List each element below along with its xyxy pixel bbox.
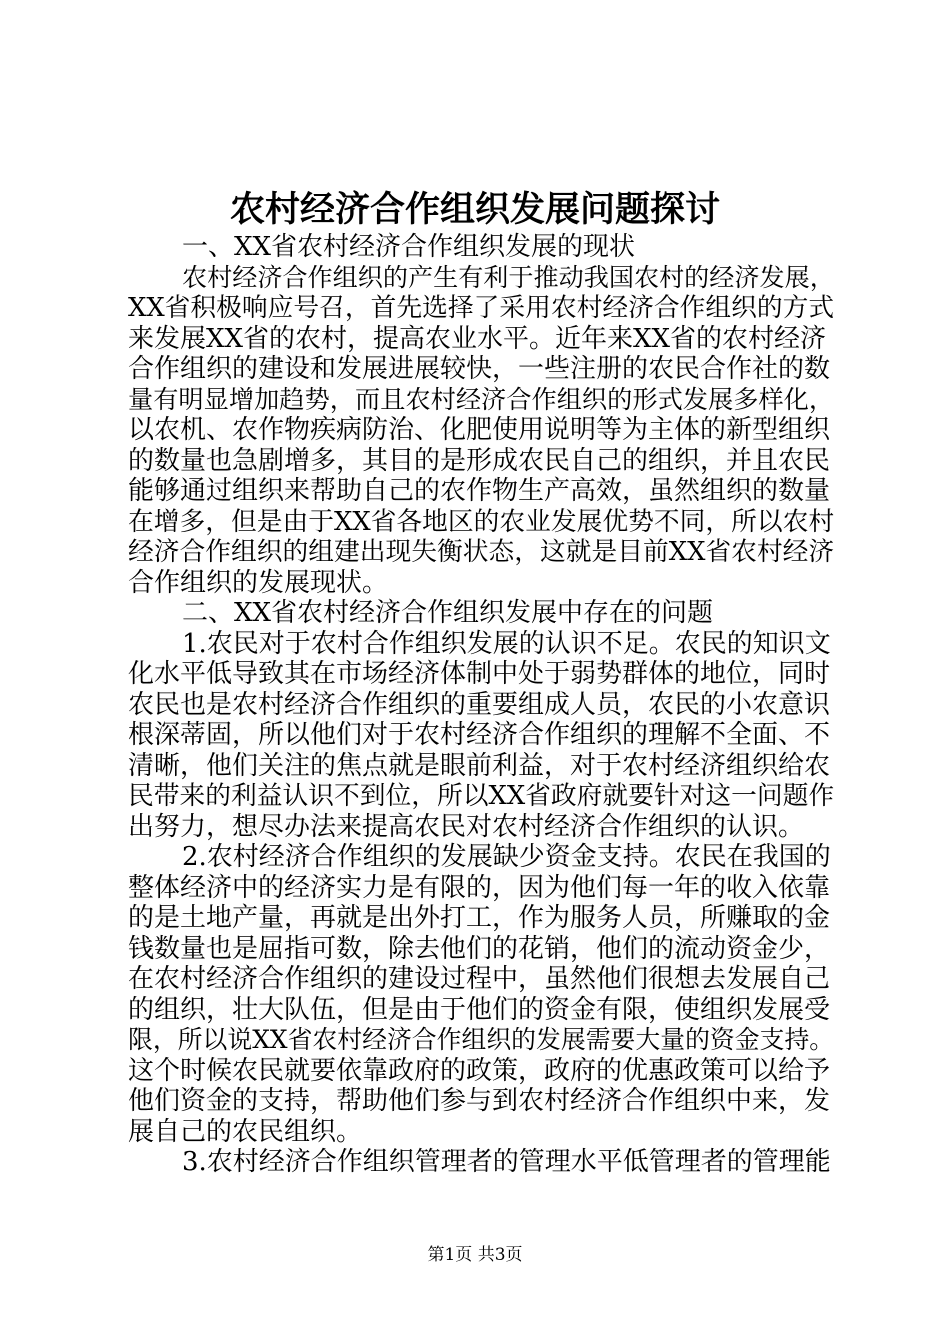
- text-line: 1.农民对于农村合作组织发展的认识不足。农民的知识文: [182, 628, 831, 659]
- text-line: 化水平低导致其在市场经济体制中处于弱势群体的地位，同时: [128, 659, 831, 689]
- text-line: 的是土地产量，再就是出外打工，作为服务人员，所赚取的金: [128, 903, 831, 933]
- text-line: 2.农村经济合作组织的发展缺少资金支持。农民在我国的: [182, 842, 831, 872]
- text-line: 钱数量也是屈指可数，除去他们的花销，他们的流动资金少，: [128, 933, 831, 964]
- section-heading: 一、XX省农村经济合作组织发展的现状: [182, 232, 636, 262]
- text-line: 民带来的利益认识不到位，所以XX省政府就要针对这一问题作: [128, 781, 835, 811]
- text-line: 根深蒂固，所以他们对于农村经济合作组织的理解不全面、不: [128, 720, 831, 750]
- text-line: 量有明显增加趋势，而且农村经济合作组织的形式发展多样化，: [128, 384, 835, 414]
- text-line: 限，所以说XX省农村经济合作组织的发展需要大量的资金支持。: [128, 1025, 835, 1054]
- text-line: 出努力，想尽办法来提高农民对农村经济合作组织的认识。: [128, 811, 805, 842]
- text-line: 农村经济合作组织的产生有利于推动我国农村的经济发展，: [182, 262, 835, 292]
- text-line: XX省积极响应号召，首先选择了采用农村经济合作组织的方式: [128, 293, 835, 323]
- text-line: 他们资金的支持，帮助他们参与到农村经济合作组织中来，发: [128, 1086, 831, 1116]
- text-line: 能够通过组织来帮助自己的农作物生产高效，虽然组织的数量: [128, 476, 831, 506]
- text-line: 整体经济中的经济实力是有限的，因为他们每一年的收入依靠: [128, 872, 831, 903]
- document-title: 农村经济合作组织发展问题探讨: [229, 189, 720, 230]
- text-line: 在增多，但是由于XX省各地区的农业发展优势不同，所以农村: [128, 506, 835, 537]
- text-line: 展自己的农民组织。: [128, 1116, 363, 1147]
- text-line: 经济合作组织的组建出现失衡状态，这就是目前XX省农村经济: [128, 537, 835, 567]
- text-line: 在农村经济合作组织的建设过程中，虽然他们很想去发展自己: [128, 964, 831, 994]
- text-line: 农民也是农村经济合作组织的重要组成人员，农民的小农意识: [128, 689, 831, 720]
- section-heading: 二、XX省农村经济合作组织发展中存在的问题: [182, 598, 714, 628]
- text-line: 合作组织的建设和发展进展较快，一些注册的农民合作社的数: [128, 354, 831, 384]
- text-line: 的组织，壮大队伍，但是由于他们的资金有限，使组织发展受: [128, 994, 831, 1025]
- page-footer: 第1页 共3页: [427, 1245, 523, 1265]
- text-line: 以农机、农作物疾病防治、化肥使用说明等为主体的新型组织: [128, 415, 831, 445]
- text-line: 3.农村经济合作组织管理者的管理水平低管理者的管理能: [182, 1147, 831, 1177]
- text-line: 这个时候农民就要依靠政府的政策，政府的优惠政策可以给予: [128, 1055, 831, 1086]
- text-line: 合作组织的发展现状。: [128, 567, 389, 598]
- document-body: [128, 232, 840, 1178]
- text-line: 来发展XX省的农村，提高农业水平。近年来XX省的农村经济: [128, 323, 827, 354]
- text-line: 清晰，他们关注的焦点就是眼前利益，对于农村经济组织给农: [128, 750, 831, 781]
- text-line: 的数量也急剧增多，其目的是形成农民自己的组织，并且农民: [128, 445, 831, 476]
